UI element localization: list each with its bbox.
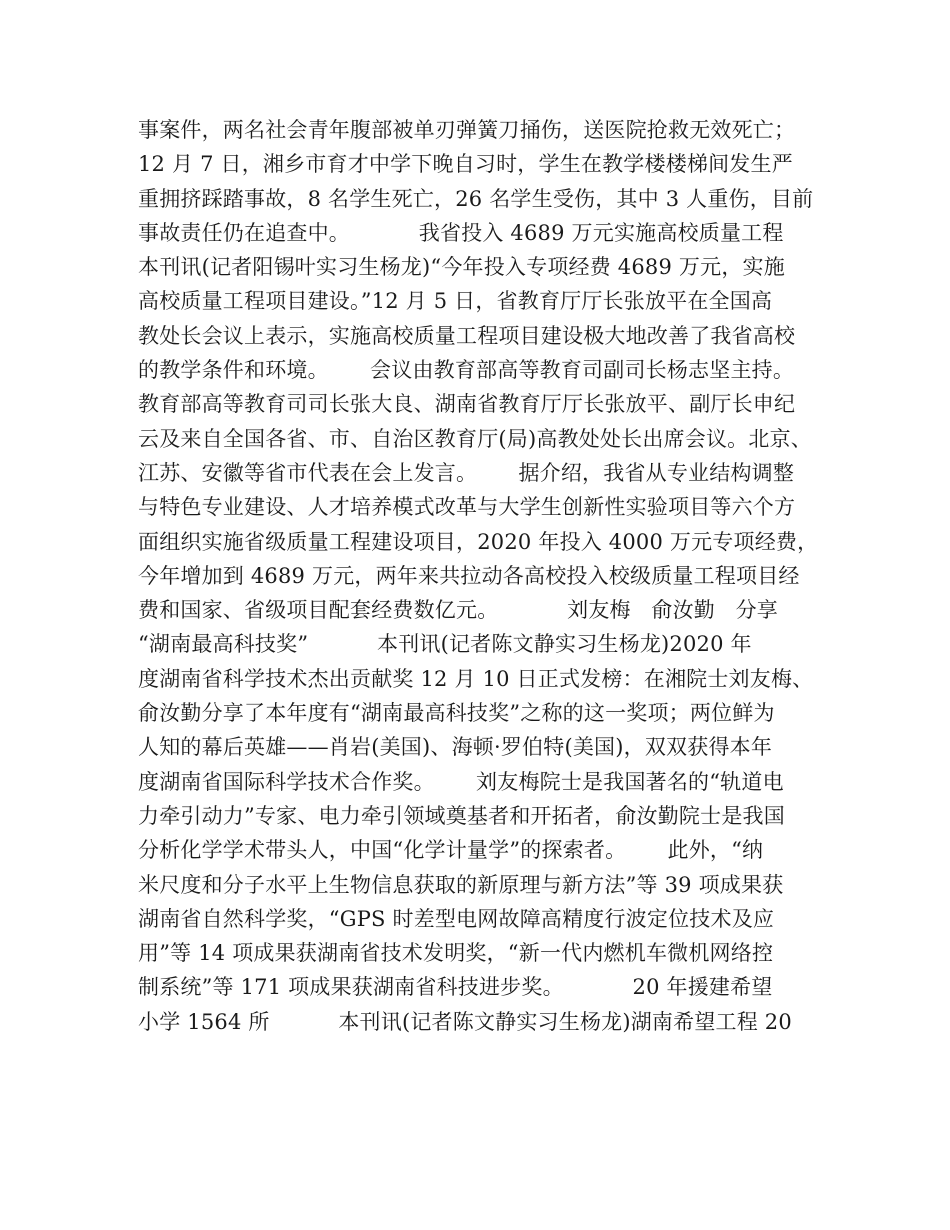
text-line: “湖南最高科技奖” 本刊讯(记者陈文静实习生杨龙)2020 年 bbox=[138, 632, 752, 657]
text-line: 小学 1564 所 本刊讯(记者陈文静实习生杨龙)湖南希望工程 20 bbox=[138, 1009, 792, 1034]
text-line: 面组织实施省级质量工程建设项目，2020 年投入 4000 万元专项经费， bbox=[138, 529, 819, 554]
text-line: 制系统”等 171 项成果获湖南省科技进步奖。 20 年援建希望 bbox=[138, 975, 773, 1000]
text-line: 12 月 7 日，湘乡市育才中学下晚自习时，学生在教学楼楼梯间发生严 bbox=[138, 152, 793, 177]
text-line: 教育部高等教育司司长张大良、湖南省教育厅厅长张放平、副厅长申纪 bbox=[138, 392, 796, 417]
text-line: 湖南省自然科学奖，“GPS 时差型电网故障高精度行波定位技术及应 bbox=[138, 906, 775, 931]
text-line: 俞汝勤分享了本年度有“湖南最高科技奖”之称的这一奖项；两位鲜为 bbox=[138, 701, 775, 726]
text-line: 米尺度和分子水平上生物信息获取的新原理与新方法”等 39 项成果获 bbox=[138, 872, 784, 897]
body-text bbox=[138, 113, 828, 1039]
text-line: 人知的幕后英雄——肖岩(美国)、海顿·罗伯特(美国)，双双获得本年 bbox=[138, 735, 773, 760]
text-line: 江苏、安徽等省市代表在会上发言。 据介绍，我省从专业结构调整 bbox=[138, 460, 795, 485]
text-line: 今年增加到 4689 万元，两年来共拉动各高校投入校级质量工程项目经 bbox=[138, 563, 800, 588]
text-line: 事案件，两名社会青年腹部被单刃弹簧刀捅伤，送医院抢救无效死亡； bbox=[138, 118, 796, 142]
text-line: 度湖南省国际科学技术合作奖。 刘友梅院士是我国著名的“轨道电 bbox=[138, 769, 784, 794]
text-line: 费和国家、省级项目配套经费数亿元。 刘友梅 俞汝勤 分享 bbox=[138, 598, 779, 623]
text-line: 重拥挤踩踏事故，8 名学生死亡，26 名学生受伤，其中 3 人重伤，目前 bbox=[138, 186, 814, 211]
text-line: 分析化学学术带头人，中国“化学计量学”的探索者。 此外，“纳 bbox=[138, 838, 764, 863]
text-line: 与特色专业建设、人才培养模式改革与大学生创新性实验项目等六个方 bbox=[138, 495, 796, 520]
text-line: 度湖南省科学技术杰出贡献奖 12 月 10 日正式发榜：在湘院士刘友梅、 bbox=[138, 666, 814, 691]
text-line: 云及来自全国各省、市、自治区教育厅(局)高教处处长出席会议。北京、 bbox=[138, 426, 812, 451]
text-line: 用”等 14 项成果获湖南省技术发明奖，“新一代内燃机车微机网络控 bbox=[138, 941, 774, 966]
text-line: 事故责任仍在追查中。 我省投入 4689 万元实施高校质量工程 bbox=[138, 220, 784, 245]
text-line: 的教学条件和环境。 会议由教育部高等教育司副司长杨志坚主持。 bbox=[138, 358, 795, 383]
text-line: 教处长会议上表示，实施高校质量工程项目建设极大地改善了我省高校 bbox=[138, 323, 796, 348]
text-line: 高校质量工程项目建设。”12 月 5 日，省教育厅厅长张放平在全国高 bbox=[138, 289, 773, 314]
text-line: 力牵引动力”专家、电力牵引领域奠基者和开拓者，俞汝勤院士是我国 bbox=[138, 803, 785, 828]
text-line: 本刊讯(记者阳锡叶实习生杨龙)“今年投入专项经费 4689 万元，实施 bbox=[138, 255, 785, 280]
